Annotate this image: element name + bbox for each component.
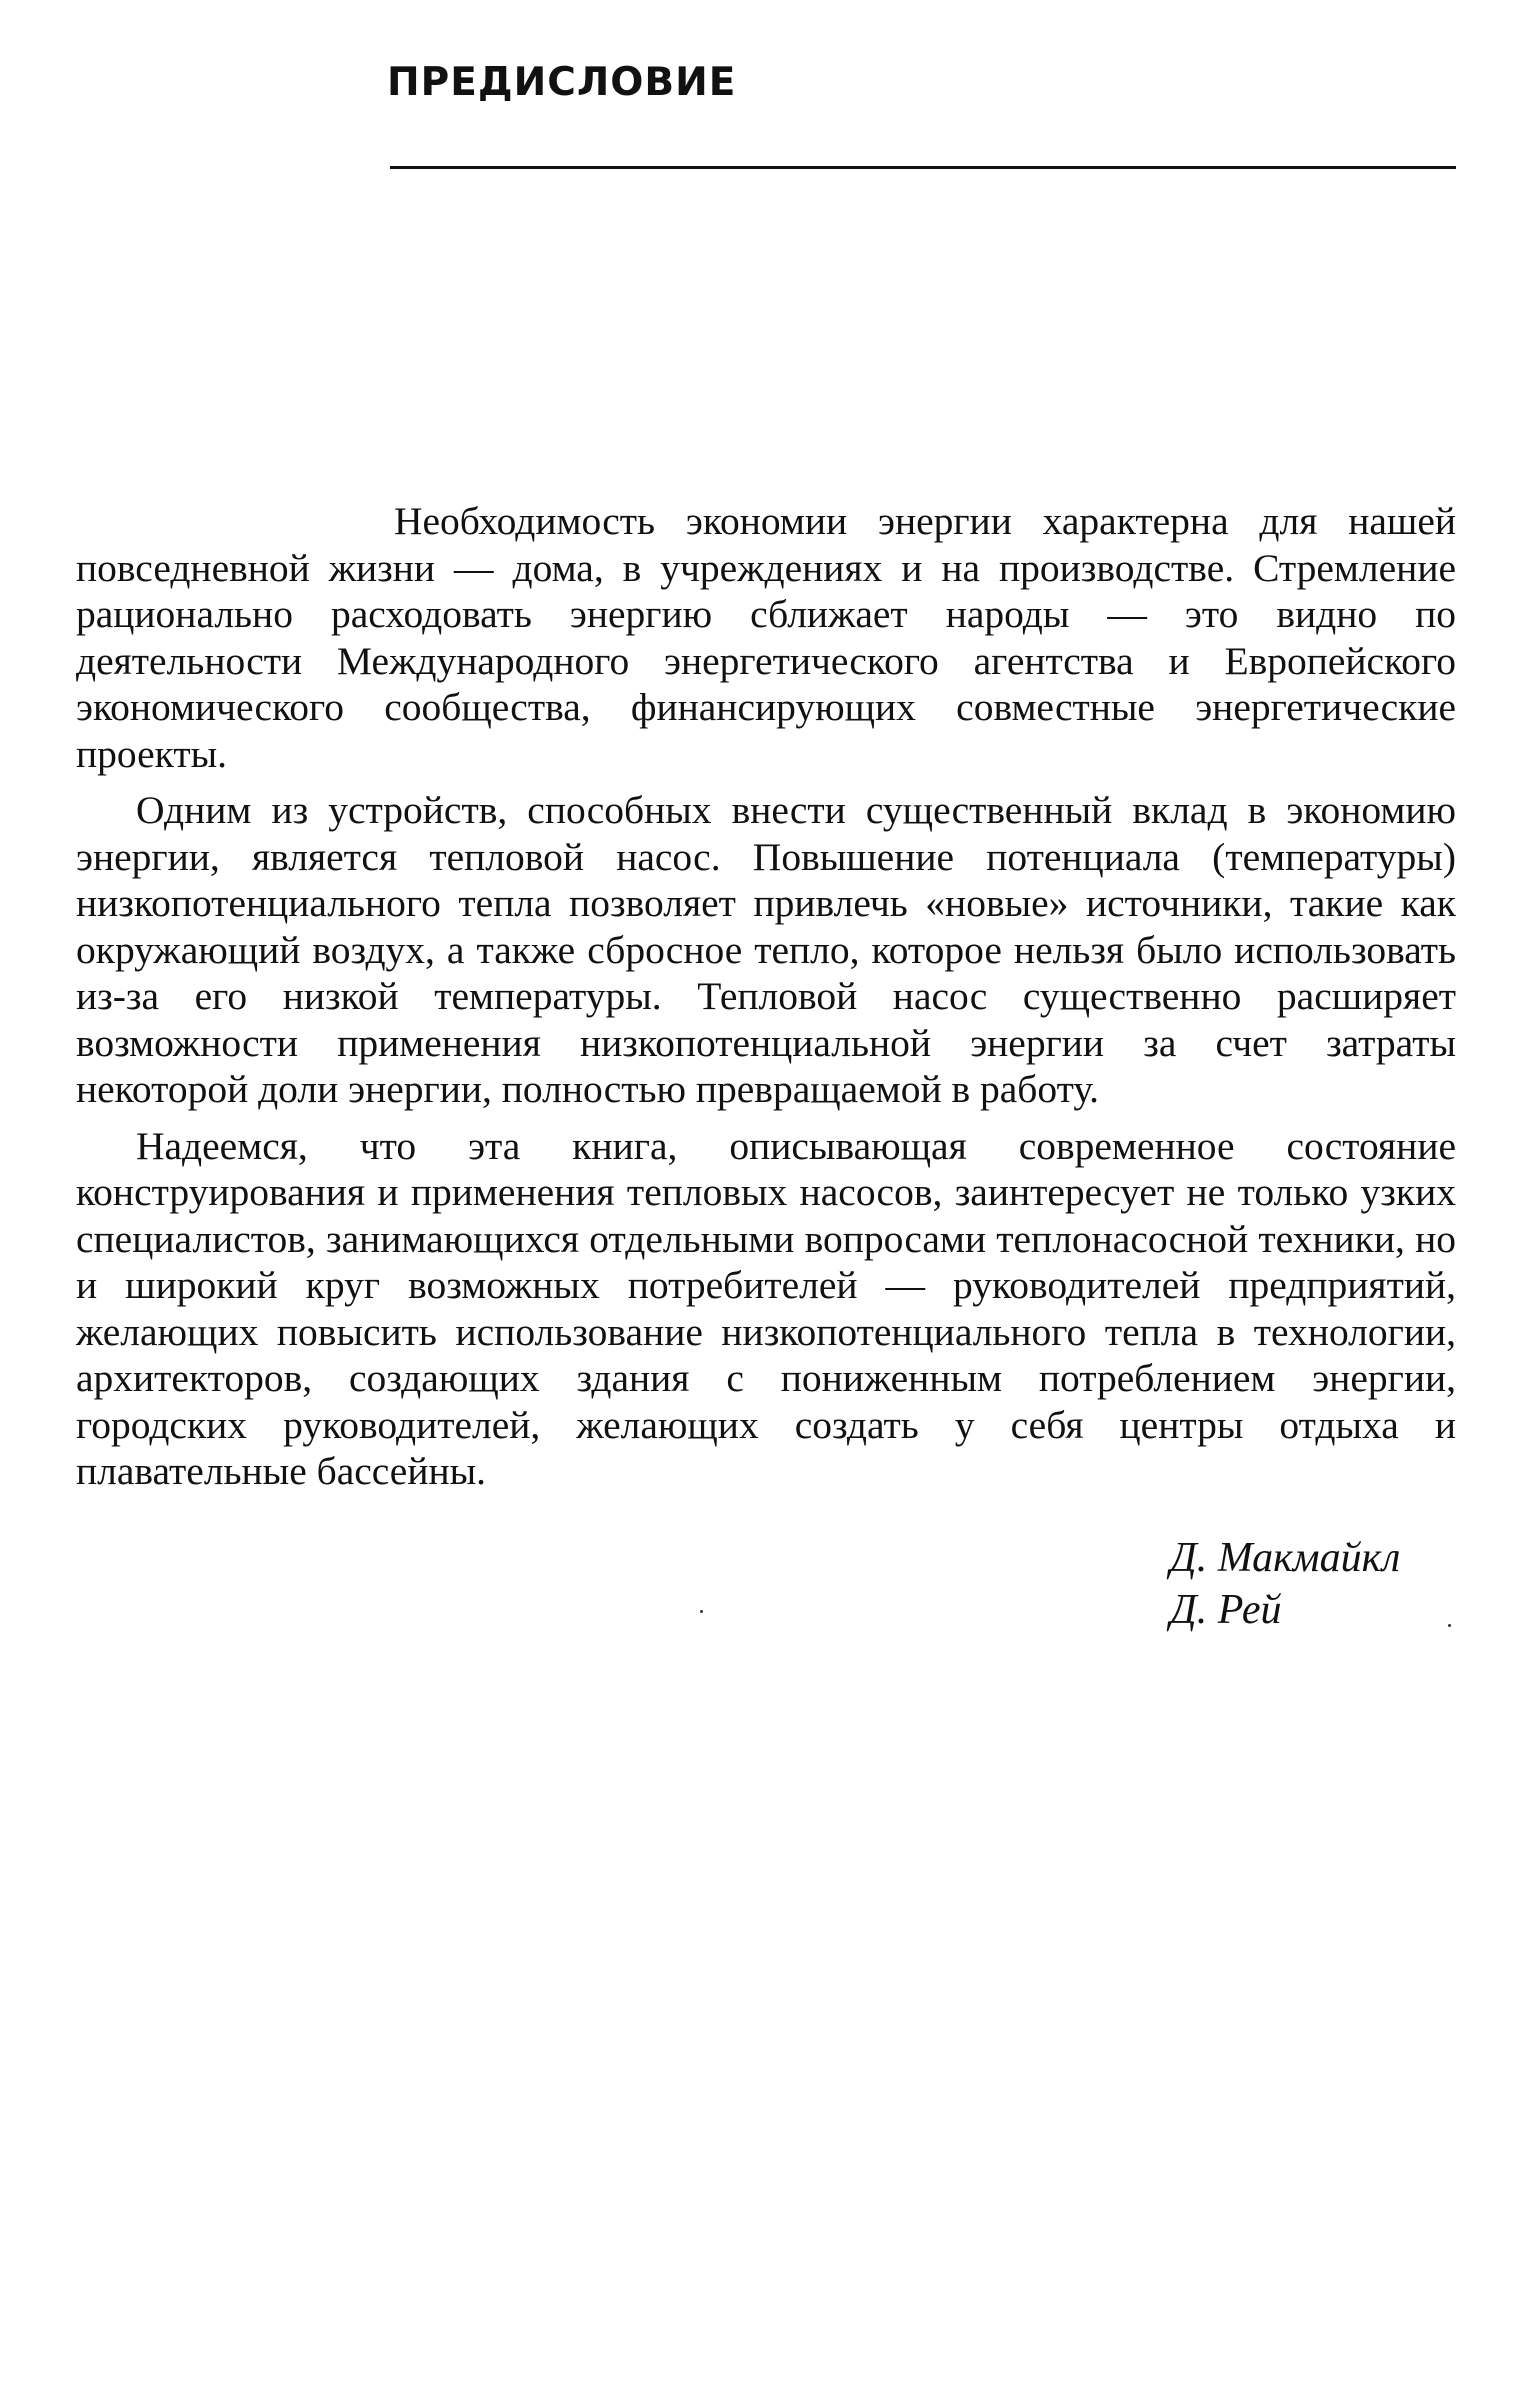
page-title: ПРЕДИСЛОВИЕ xyxy=(387,60,737,105)
paragraph-3: Надеемся, что эта книга, описывающая современное состояние конструирования и применения тепловых насосов, заинтересует не только узких специалистов, занимающихся отдельными вопросами теплонасосной техники, но и широкий круг возможных потребителей — руководителей предприятий, желающих повысить использование низкопотенциального тепла в технологии, архитекторов, создающих здания с пониженным потреблением энергии, городских руководителей, желающих создать у себя центры отдыха и плавательные бассейны. xyxy=(76,1123,1456,1493)
preface-body xyxy=(76,498,1456,1495)
author-name-2: Д. Рей xyxy=(1170,1587,1282,1633)
print-speck xyxy=(1448,1624,1451,1627)
author-name-1: Д. Макмайкл xyxy=(1170,1535,1401,1581)
heading-rule xyxy=(390,166,1456,169)
print-speck xyxy=(700,1610,703,1613)
author-signatures xyxy=(1170,1532,1400,1636)
paragraph-1: Необходимость экономии энергии характерна для нашей повседневной жизни — дома, в учреждениях и на производстве. Стремление рационально расходовать энергию сближает народы — это видно по деятельности Международного энергетического агентства и Европейского экономического сообщества, финансирующих совместные энергетические проекты. xyxy=(76,499,1456,776)
paragraph-2: Одним из устройств, способных внести существенный вклад в экономию энергии, является тепловой насос. Повышение потенциала (температуры) низкопотенциального тепла позволяет привлечь «новые» источники, такие как окружающий воздух, а также сбросное тепло, которое нельзя было использовать из-за его низкой температуры. Тепловой насос существенно расширяет возможности применения низкопотенциальной энергии за счет затраты некоторой доли энергии, полностью превращаемой в работу. xyxy=(76,788,1456,1111)
